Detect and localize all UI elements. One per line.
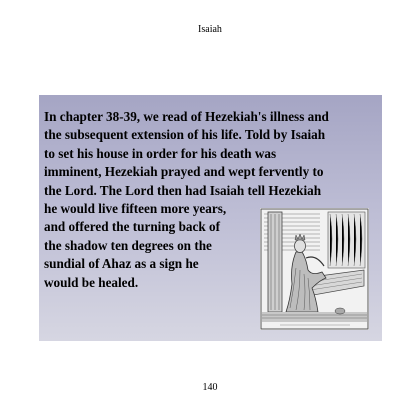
slide-text-line: the subsequent extension of his life. Told by Isaiah <box>44 127 326 143</box>
page-header-title: Isaiah <box>198 24 222 35</box>
slide-text-line: sundial of Ahaz as a sign he <box>44 256 199 272</box>
slide-text-line: imminent, Hezekiah prayed and wept fervently to <box>44 164 324 180</box>
slide-text-line: the shadow ten degrees on the <box>44 237 212 253</box>
slide-text-line: to set his house in order for his death was <box>44 145 277 161</box>
slide-text-line: would be healed. <box>44 274 139 290</box>
slide-text-line: In chapter 38-39, we read of Hezekiah's illness and <box>44 109 329 124</box>
hezekiah-praying-engraving <box>260 208 369 330</box>
slide-text-line: the Lord. The Lord then had Isaiah tell Hezekiah <box>44 182 322 198</box>
slide-text-line: and offered the turning back of <box>44 219 220 235</box>
page-number: 140 <box>202 382 218 393</box>
slide-text-line: he would live fifteen more years, <box>44 201 227 217</box>
slide-panel <box>39 95 382 341</box>
